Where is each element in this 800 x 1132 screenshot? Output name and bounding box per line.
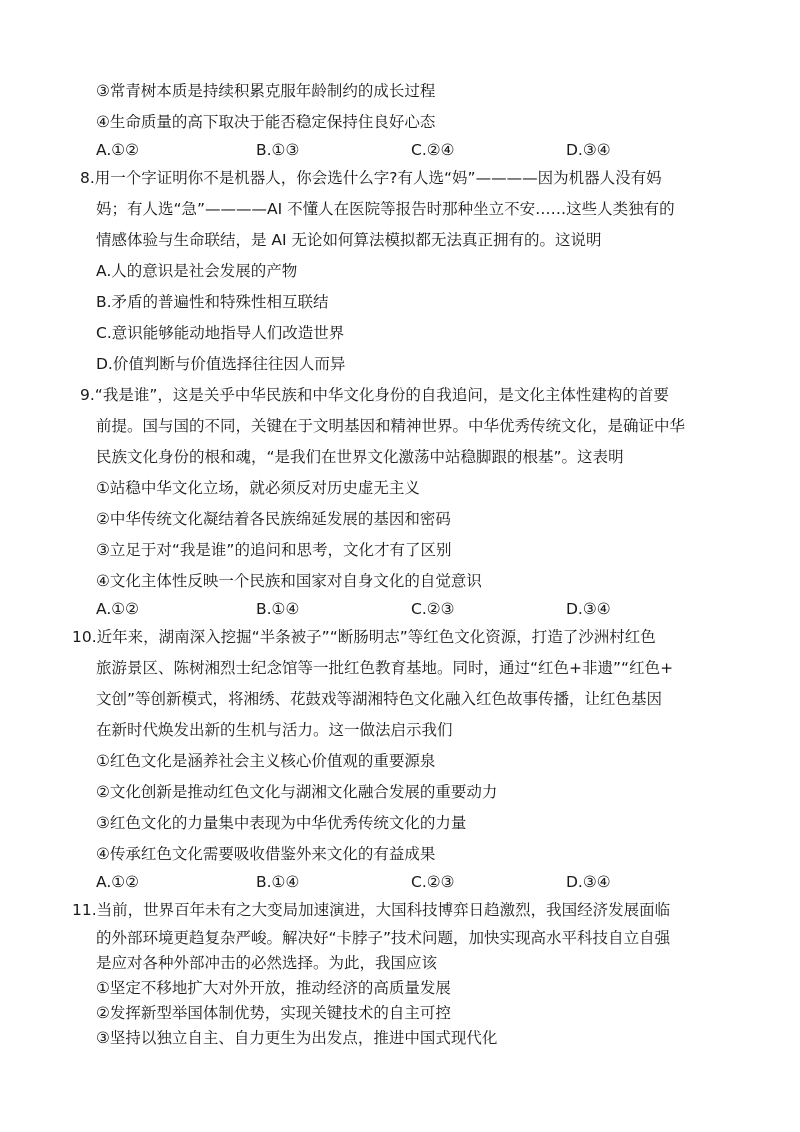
q11-item-2: ②发挥新型举国体制优势，实现关键技术的自主可控	[96, 1004, 451, 1022]
q7-option-a: A.①②	[96, 141, 140, 159]
q10-stem-line-2: 旅游景区、陈树湘烈士纪念馆等一批红色教育基地。同时，通过“红色+非遗”“红色+	[96, 659, 674, 677]
q7-option-c: C.②④	[411, 141, 455, 159]
q11-item-3: ③坚持以独立自主、自力更生为出发点，推进中国式现代化	[96, 1029, 498, 1047]
q10-stem-line-4: 在新时代焕发出新的生机与活力。这一做法启示我们	[96, 721, 453, 739]
q11-stem-line-3: 是应对各种外部冲击的必然选择。为此，我国应该	[96, 954, 438, 972]
q7-option-b: B.①③	[256, 141, 300, 159]
q10-stem-line-1: 10.近年来，湖南深入挖掘“半条被子”“断肠明志”等红色文化资源，打造了沙洲村红色	[72, 628, 656, 646]
q9-item-3: ③立足于对“我是谁”的追问和思考，文化才有了区别	[96, 541, 452, 559]
q9-item-4: ④文化主体性反映一个民族和国家对自身文化的自觉意识	[96, 572, 482, 590]
q7-option-d: D.③④	[566, 141, 611, 159]
q10-option-a: A.①②	[96, 873, 140, 891]
q10-item-4: ④传承红色文化需要吸收借鉴外来文化的有益成果	[96, 845, 436, 863]
q9-option-b: B.①④	[256, 600, 300, 618]
q8-choice-b: B.矛盾的普遍性和特殊性相互联结	[96, 293, 329, 311]
q10-option-c: C.②③	[411, 873, 455, 891]
q8-stem-line-3: 情感体验与生命联结，是 AI 无论如何算法模拟都无法真正拥有的。这说明	[96, 231, 602, 249]
q9-options	[96, 597, 740, 622]
q8-choice-a: A.人的意识是社会发展的产物	[96, 262, 298, 280]
q10-options	[96, 870, 740, 895]
q9-stem-line-1: 9.“我是谁”，这是关乎中华民族和中华文化身份的自我追问，是文化主体性建构的首要	[80, 386, 669, 404]
q11-stem-line-2: 的外部环境更趋复杂严峻。解决好“卡脖子”技术问题，加快实现高水平科技自立自强	[96, 929, 671, 947]
q10-option-b: B.①④	[256, 873, 300, 891]
q10-option-d: D.③④	[566, 873, 611, 891]
q9-option-a: A.①②	[96, 600, 140, 618]
q9-item-2: ②中华传统文化凝结着各民族绵延发展的基因和密码	[96, 510, 451, 528]
q10-item-1: ①红色文化是涵养社会主义核心价值观的重要源泉	[96, 752, 436, 770]
q8-stem-line-1: 8.用一个字证明你不是机器人，你会选什么字?有人选“妈”————因为机器人没有妈	[80, 169, 662, 187]
q7-options	[96, 138, 740, 163]
q7-item-3: ③常青树本质是持续积累克服年龄制约的成长过程	[96, 82, 436, 100]
q10-item-2: ②文化创新是推动红色文化与湖湘文化融合发展的重要动力	[96, 783, 498, 801]
q8-stem-line-2: 妈；有人选“急”————AI 不懂人在医院等报告时那种坐立不安……这些人类独有的	[96, 200, 675, 218]
q9-option-c: C.②③	[411, 600, 455, 618]
q9-option-d: D.③④	[566, 600, 611, 618]
q11-stem-line-1: 11.当前，世界百年未有之大变局加速演进，大国科技博弈日趋激烈，我国经济发展面临	[72, 901, 671, 919]
q11-item-1: ①坚定不移地扩大对外开放，推动经济的高质量发展	[96, 979, 451, 997]
q9-stem-line-3: 民族文化身份的根和魂，“是我们在世界文化激荡中站稳脚跟的根基”。这表明	[96, 448, 624, 466]
q7-item-4: ④生命质量的高下取决于能否稳定保持住良好心态	[96, 113, 436, 131]
q8-choice-d: D.价值判断与价值选择往往因人而异	[96, 355, 346, 373]
q9-stem-line-2: 前提。国与国的不同，关键在于文明基因和精神世界。中华优秀传统文化，是确证中华	[96, 417, 686, 435]
q8-choice-c: C.意识能够能动地指导人们改造世界	[96, 324, 345, 342]
q10-item-3: ③红色文化的力量集中表现为中华优秀传统文化的力量	[96, 814, 467, 832]
q9-item-1: ①站稳中华文化立场，就必须反对历史虚无主义	[96, 479, 420, 497]
q10-stem-line-3: 文创”等创新模式，将湘绣、花鼓戏等湖湘特色文化融入红色故事传播，让红色基因	[96, 690, 663, 708]
